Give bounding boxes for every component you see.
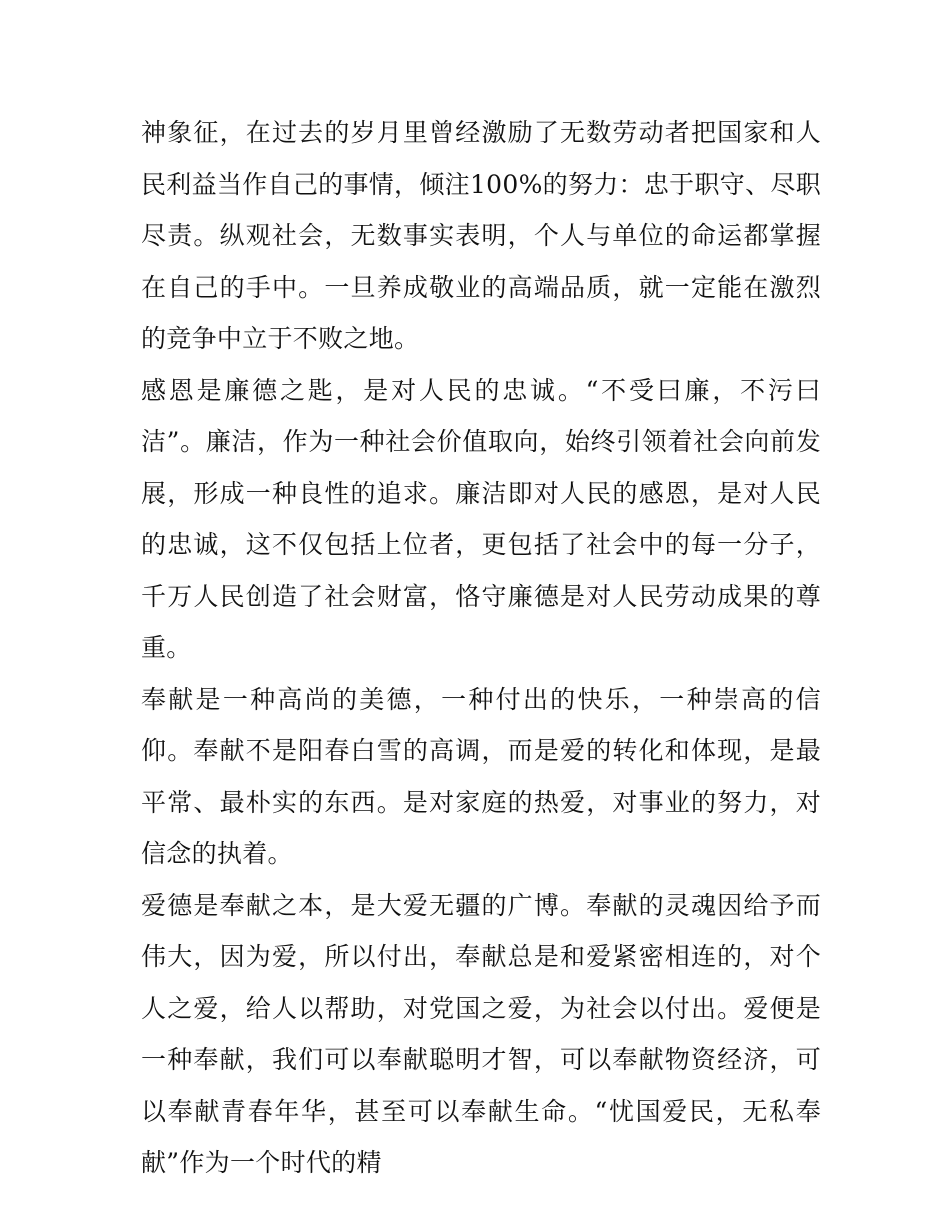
paragraph-1: 神象征，在过去的岁月里曾经激励了无数劳动者把国家和人民利益当作自己的事情，倾注100%的努力：忠于职守、尽职尽责。纵观社会，无数事实表明，个人与单位的命运都掌握在自己的手中。一旦养成敬业的高端品质，就一定能在激烈的竞争中立于不败之地。 <box>141 118 821 353</box>
paragraph-4: 爱德是奉献之本，是大爱无疆的广博。奉献的灵魂因给予而伟大，因为爱，所以付出，奉献总是和爱紧密相连的，对个人之爱，给人以帮助，对党国之爱，为社会以付出。爱便是一种奉献，我们可以奉献聪明才智，可以奉献物资经济，可以奉献青春年华，甚至可以奉献生命。“忧国爱民，无私奉献”作为一个时代的精 <box>141 890 821 1177</box>
paragraph-2: 感恩是廉德之匙，是对人民的忠诚。“不受曰廉，不污曰洁”。廉洁，作为一种社会价值取向，始终引领着社会向前发展，形成一种良性的追求。廉洁即对人民的感恩，是对人民的忠诚，这不仅包括上位者，更包括了社会中的每一分子，千万人民创造了社会财富，恪守廉德是对人民劳动成果的尊重。 <box>141 375 821 662</box>
paragraph-3: 奉献是一种高尚的美德，一种付出的快乐，一种崇高的信仰。奉献不是阳春白雪的高调，而是爱的转化和体现，是最平常、最朴实的东西。是对家庭的热爱，对事业的努力，对信念的执着。 <box>141 684 821 868</box>
document-body <box>141 107 821 1189</box>
